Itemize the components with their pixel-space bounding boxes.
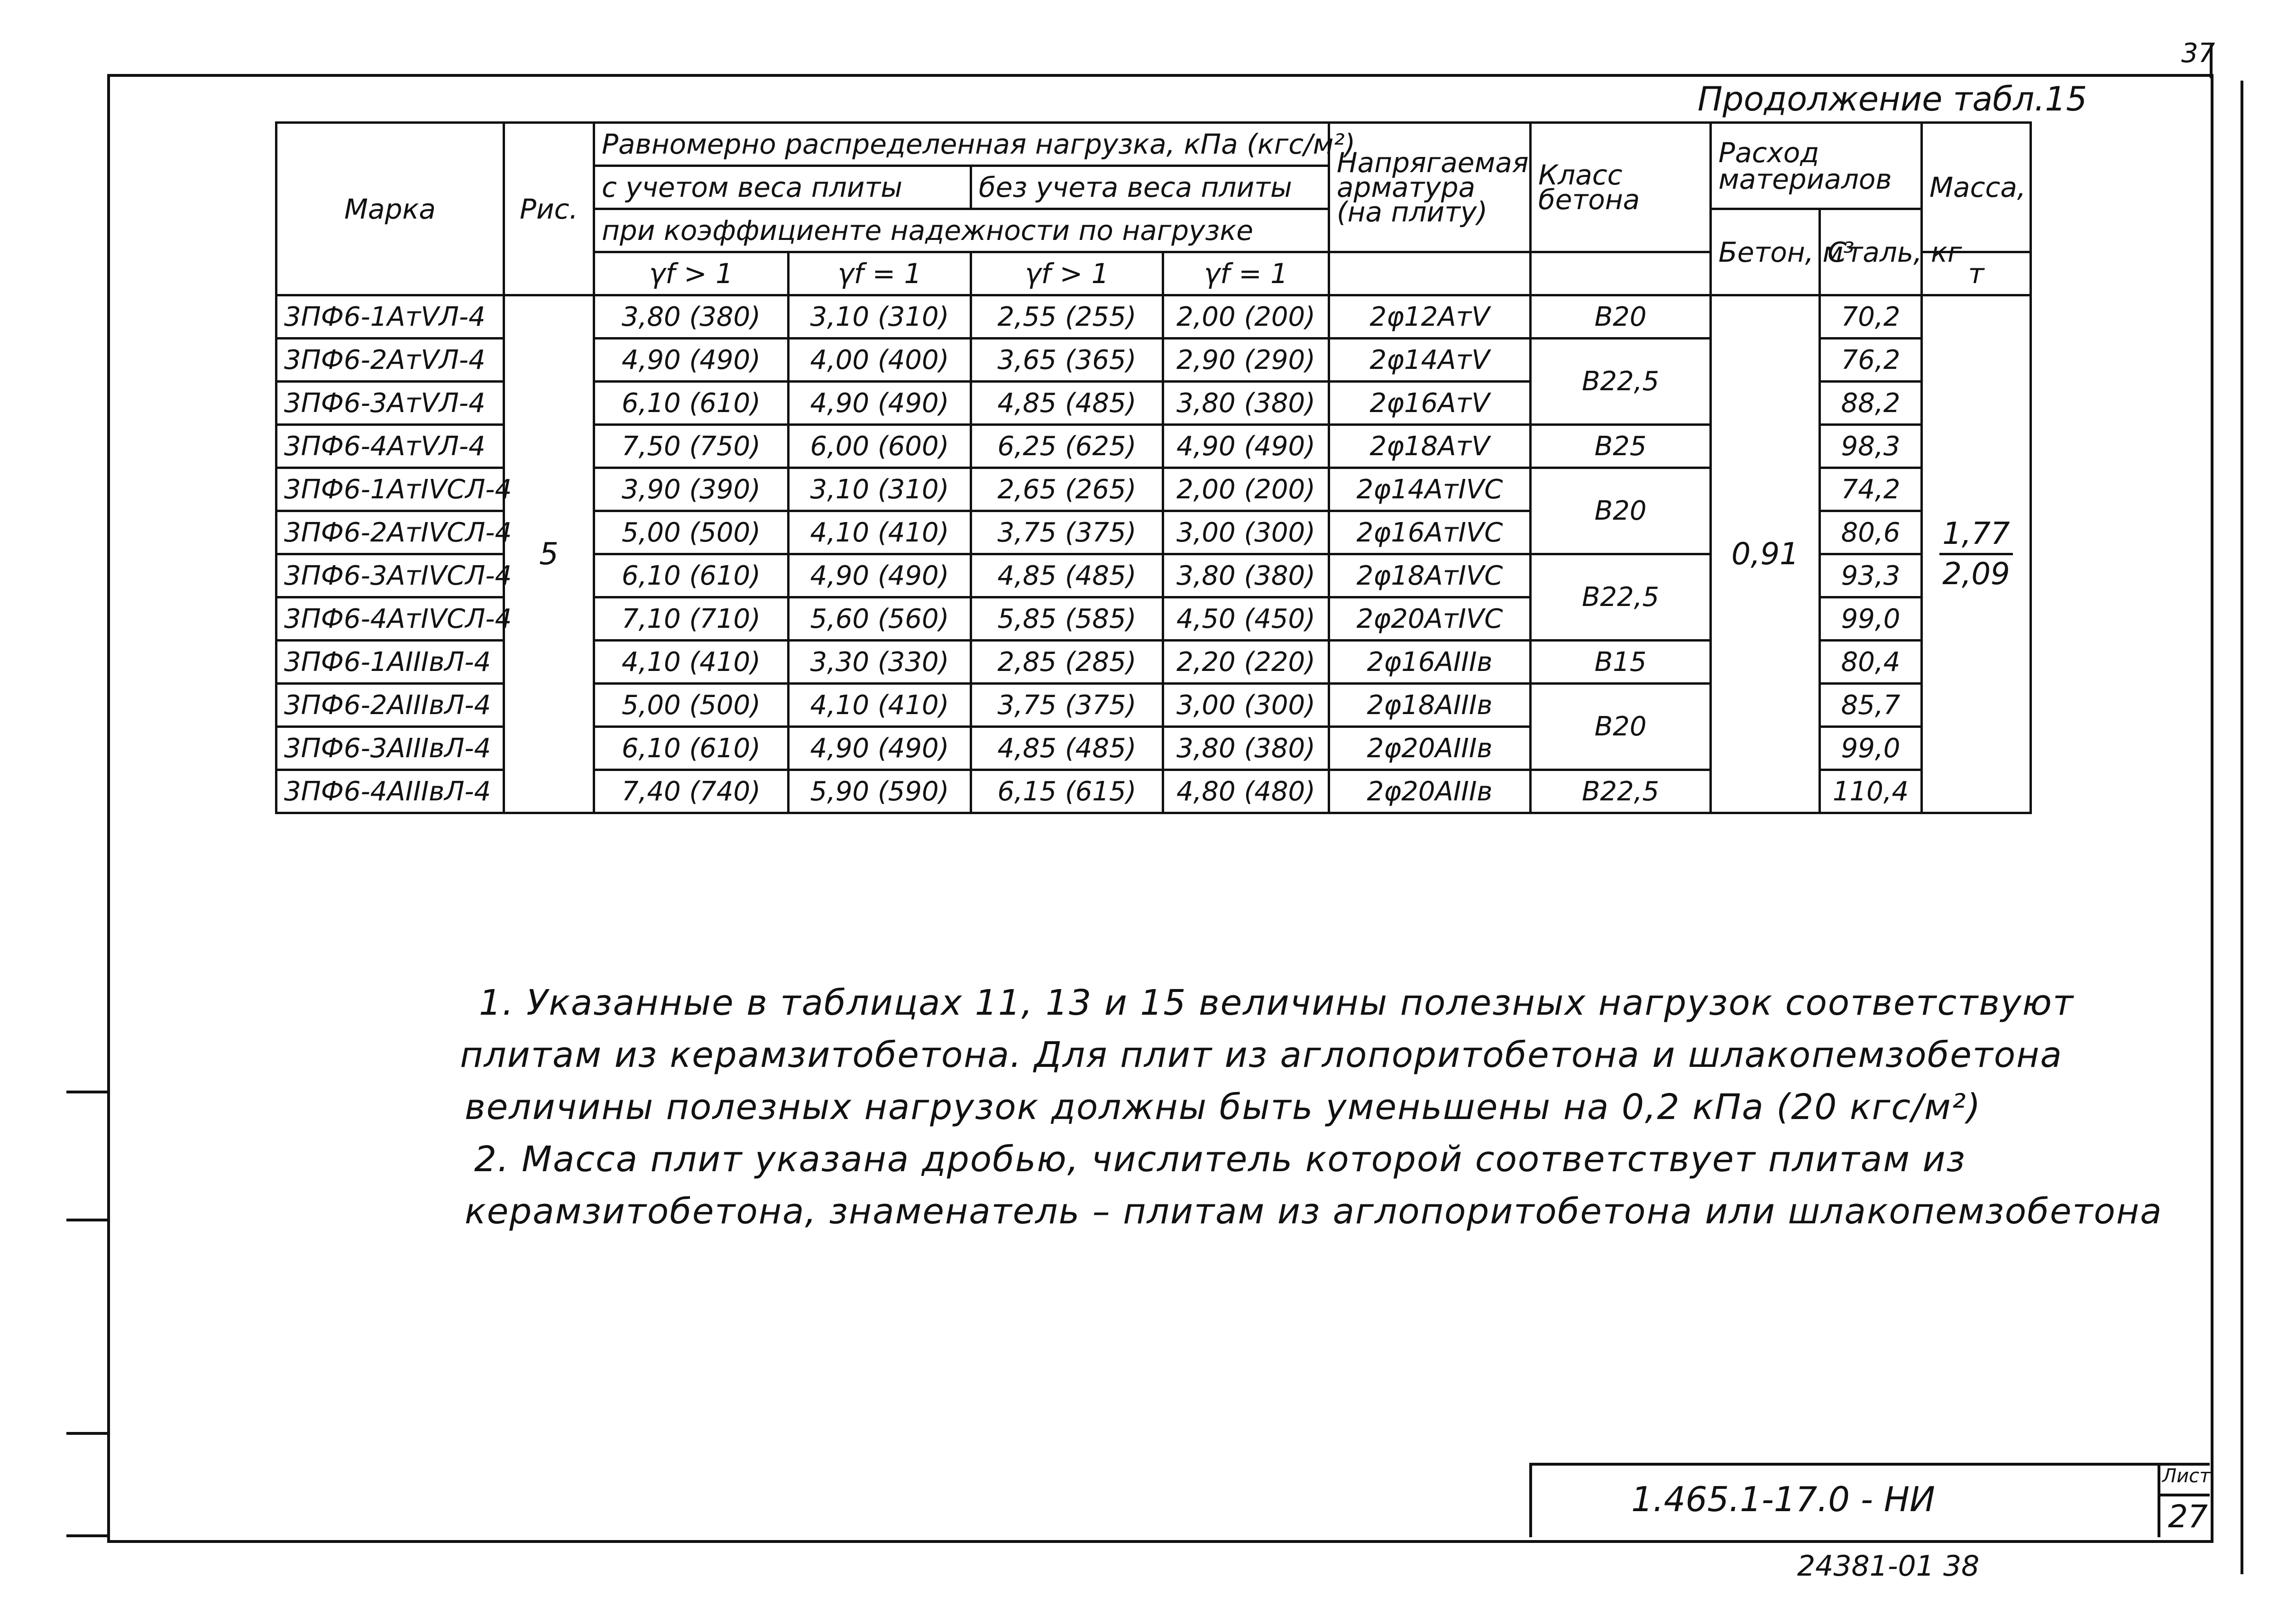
col-armatura: Напрягаемая арматура (на плиту) [1329, 123, 1531, 252]
note-line: 2. Масса плит указана дробью, числитель которой соответствует плитам из [474, 1139, 1966, 1180]
cell-load: 3,10 (310) [789, 468, 971, 511]
col-gf-gt1-b: γf > 1 [971, 252, 1163, 295]
col-massa-unit: т [1922, 252, 2031, 295]
cell-load: 2,55 (255) [971, 295, 1163, 339]
cell-load: 5,00 (500) [594, 511, 789, 554]
cell-load: 4,90 (490) [789, 727, 971, 770]
cell-load: 3,00 (300) [1163, 684, 1329, 727]
col-reliability: при коэффициенте надежности по нагрузке [594, 209, 1329, 252]
cell-steel: 85,7 [1820, 684, 1922, 727]
cell-load: 4,90 (490) [789, 554, 971, 597]
col-beton: Бетон, м³ [1711, 209, 1820, 295]
cell-load: 4,80 (480) [1163, 770, 1329, 813]
cell-steel: 74,2 [1820, 468, 1922, 511]
cell-load: 5,60 (560) [789, 597, 971, 641]
cell-class: В22,5 [1531, 339, 1711, 425]
cell-marka: 3ПФ6-1АтIVСЛ-4 [276, 468, 504, 511]
cell-steel: 80,4 [1820, 641, 1922, 684]
cell-marka: 3ПФ6-2АIIIвЛ-4 [276, 684, 504, 727]
cell-marka: 3ПФ6-1АтVЛ-4 [276, 295, 504, 339]
cell-load: 6,15 (615) [971, 770, 1163, 813]
cell-load: 6,25 (625) [971, 425, 1163, 468]
cell-load: 3,30 (330) [789, 641, 971, 684]
cell-load: 6,00 (600) [789, 425, 971, 468]
cell-steel: 80,6 [1820, 511, 1922, 554]
col-load-title: Равномерно распределенная нагрузка, кПа (кгс/м²) [594, 123, 1329, 166]
cell-load: 2,20 (220) [1163, 641, 1329, 684]
notes-block [460, 977, 2163, 1238]
loads-table [275, 121, 2032, 814]
cell-marka: 3ПФ6-4АтIVСЛ-4 [276, 597, 504, 641]
cell-marka: 3ПФ6-4АтVЛ-4 [276, 425, 504, 468]
cell-load: 3,80 (380) [594, 295, 789, 339]
cell-marka: 3ПФ6-1АIIIвЛ-4 [276, 641, 504, 684]
left-margin-mark-2 [66, 1219, 109, 1221]
mass-numerator: 1,77 [1939, 515, 2013, 555]
stamp-left-line [1529, 1463, 1532, 1537]
note-line: 1. Указанные в таблицах 11, 13 и 15 величины полезных нагрузок соответствуют [479, 982, 2075, 1023]
left-margin-mark-4 [66, 1534, 109, 1537]
cell-load: 4,85 (485) [971, 382, 1163, 425]
mass-denominator: 2,09 [1942, 557, 2010, 592]
note-line: плитам из керамзитобетона. Для плит из аглопоритобетона и шлакопемзобетона [460, 1035, 2063, 1075]
cell-marka: 3ПФ6-4АIIIвЛ-4 [276, 770, 504, 813]
cell-load: 3,75 (375) [971, 511, 1163, 554]
cell-load: 4,85 (485) [971, 554, 1163, 597]
col-ris: Рис. [504, 123, 594, 295]
cell-load: 3,10 (310) [789, 295, 971, 339]
cell-load: 7,50 (750) [594, 425, 789, 468]
cell-class: В22,5 [1531, 770, 1711, 813]
cell-load: 7,40 (740) [594, 770, 789, 813]
stamp-top-line [1529, 1463, 2210, 1466]
cell-mass [1922, 295, 2031, 813]
cell-load: 4,10 (410) [594, 641, 789, 684]
cell-arm: 2φ16АIIIв [1329, 641, 1531, 684]
cell-marka: 3ПФ6-3АтVЛ-4 [276, 382, 504, 425]
sheet-label: Лист [2162, 1465, 2211, 1487]
cell-arm: 2φ20АIIIв [1329, 770, 1531, 813]
cell-load: 4,50 (450) [1163, 597, 1329, 641]
cell-ris: 5 [504, 295, 594, 813]
cell-load: 2,00 (200) [1163, 295, 1329, 339]
cell-arm: 2φ12АтV [1329, 295, 1531, 339]
cell-load: 4,90 (490) [1163, 425, 1329, 468]
col-gf-eq1-b: γf = 1 [1163, 252, 1329, 295]
cell-marka: 3ПФ6-2АтIVСЛ-4 [276, 511, 504, 554]
col-armatura-empty [1329, 252, 1531, 295]
cell-load: 2,65 (265) [971, 468, 1163, 511]
cell-load: 4,90 (490) [594, 339, 789, 382]
sheet-number: 27 [2168, 1498, 2208, 1535]
cell-load: 6,10 (610) [594, 727, 789, 770]
cell-load: 4,00 (400) [789, 339, 971, 382]
cell-arm: 2φ18АтIVС [1329, 554, 1531, 597]
cell-class: В22,5 [1531, 554, 1711, 641]
cell-arm: 2φ14АтIVС [1329, 468, 1531, 511]
cell-load: 3,75 (375) [971, 684, 1163, 727]
table-row [276, 295, 2031, 339]
col-klass-empty [1531, 252, 1711, 295]
left-margin-mark-3 [66, 1432, 109, 1435]
cell-load: 5,00 (500) [594, 684, 789, 727]
cell-steel: 110,4 [1820, 770, 1922, 813]
cell-load: 4,85 (485) [971, 727, 1163, 770]
left-margin-mark-1 [66, 1091, 109, 1093]
cell-load: 3,80 (380) [1163, 382, 1329, 425]
col-klass: Класс бетона [1531, 123, 1711, 252]
col-gf-eq1-a: γf = 1 [789, 252, 971, 295]
cell-load: 2,90 (290) [1163, 339, 1329, 382]
cell-load: 4,90 (490) [789, 382, 971, 425]
cell-arm: 2φ18АIIIв [1329, 684, 1531, 727]
cell-arm: 2φ18АтV [1329, 425, 1531, 468]
cell-class: В20 [1531, 684, 1711, 770]
stamp-sheet-divider [2158, 1463, 2160, 1537]
cell-arm: 2φ20АIIIв [1329, 727, 1531, 770]
cell-steel: 93,3 [1820, 554, 1922, 597]
cell-load: 4,10 (410) [789, 684, 971, 727]
col-gf-gt1-a: γf > 1 [594, 252, 789, 295]
cell-marka: 3ПФ6-2АтVЛ-4 [276, 339, 504, 382]
col-marka: Марка [276, 123, 504, 295]
cell-class: В20 [1531, 295, 1711, 339]
cell-steel: 88,2 [1820, 382, 1922, 425]
continuation-label: Продолжение табл.15 [1698, 80, 2087, 119]
note-line: керамзитобетона, знаменатель – плитам из аглопоритобетона или шлакопемзобетона [465, 1191, 2163, 1232]
cell-load: 5,90 (590) [789, 770, 971, 813]
cell-arm: 2φ14АтV [1329, 339, 1531, 382]
cell-beton: 0,91 [1711, 295, 1820, 813]
cell-load: 5,85 (585) [971, 597, 1163, 641]
cell-marka: 3ПФ6-3АтIVСЛ-4 [276, 554, 504, 597]
right-border-line [2241, 81, 2243, 1574]
cell-steel: 99,0 [1820, 597, 1922, 641]
cell-steel: 98,3 [1820, 425, 1922, 468]
cell-load: 3,90 (390) [594, 468, 789, 511]
col-with-weight: с учетом веса плиты [594, 166, 971, 209]
cell-class: В15 [1531, 641, 1711, 684]
cell-load: 4,10 (410) [789, 511, 971, 554]
cell-load: 6,10 (610) [594, 382, 789, 425]
cell-load: 2,00 (200) [1163, 468, 1329, 511]
page-corner-number: 37 [2181, 38, 2215, 69]
cell-load: 3,65 (365) [971, 339, 1163, 382]
col-stal: Сталь, кг [1820, 209, 1922, 295]
cell-marka: 3ПФ6-3АIIIвЛ-4 [276, 727, 504, 770]
note-line: величины полезных нагрузок должны быть уменьшены на 0,2 кПа (20 кгс/м²) [465, 1087, 1982, 1128]
cell-load: 6,10 (610) [594, 554, 789, 597]
col-massa: Масса, [1922, 123, 2031, 252]
cell-class: В20 [1531, 468, 1711, 554]
cell-arm: 2φ16АтIVС [1329, 511, 1531, 554]
cell-load: 3,80 (380) [1163, 554, 1329, 597]
cell-class: В25 [1531, 425, 1711, 468]
cell-steel: 99,0 [1820, 727, 1922, 770]
cell-load: 3,00 (300) [1163, 511, 1329, 554]
cell-steel: 70,2 [1820, 295, 1922, 339]
cell-load: 7,10 (710) [594, 597, 789, 641]
col-without-weight: без учета веса плиты [971, 166, 1329, 209]
footer-number: 24381-01 38 [1797, 1550, 1980, 1583]
cell-arm: 2φ20АтIVС [1329, 597, 1531, 641]
cell-load: 3,80 (380) [1163, 727, 1329, 770]
col-rashod: Расход материалов [1711, 123, 1922, 209]
document-code: 1.465.1-17.0 - НИ [1631, 1479, 1935, 1519]
cell-steel: 76,2 [1820, 339, 1922, 382]
stamp-sheet-line [2158, 1494, 2210, 1496]
cell-arm: 2φ16АтV [1329, 382, 1531, 425]
cell-load: 2,85 (285) [971, 641, 1163, 684]
